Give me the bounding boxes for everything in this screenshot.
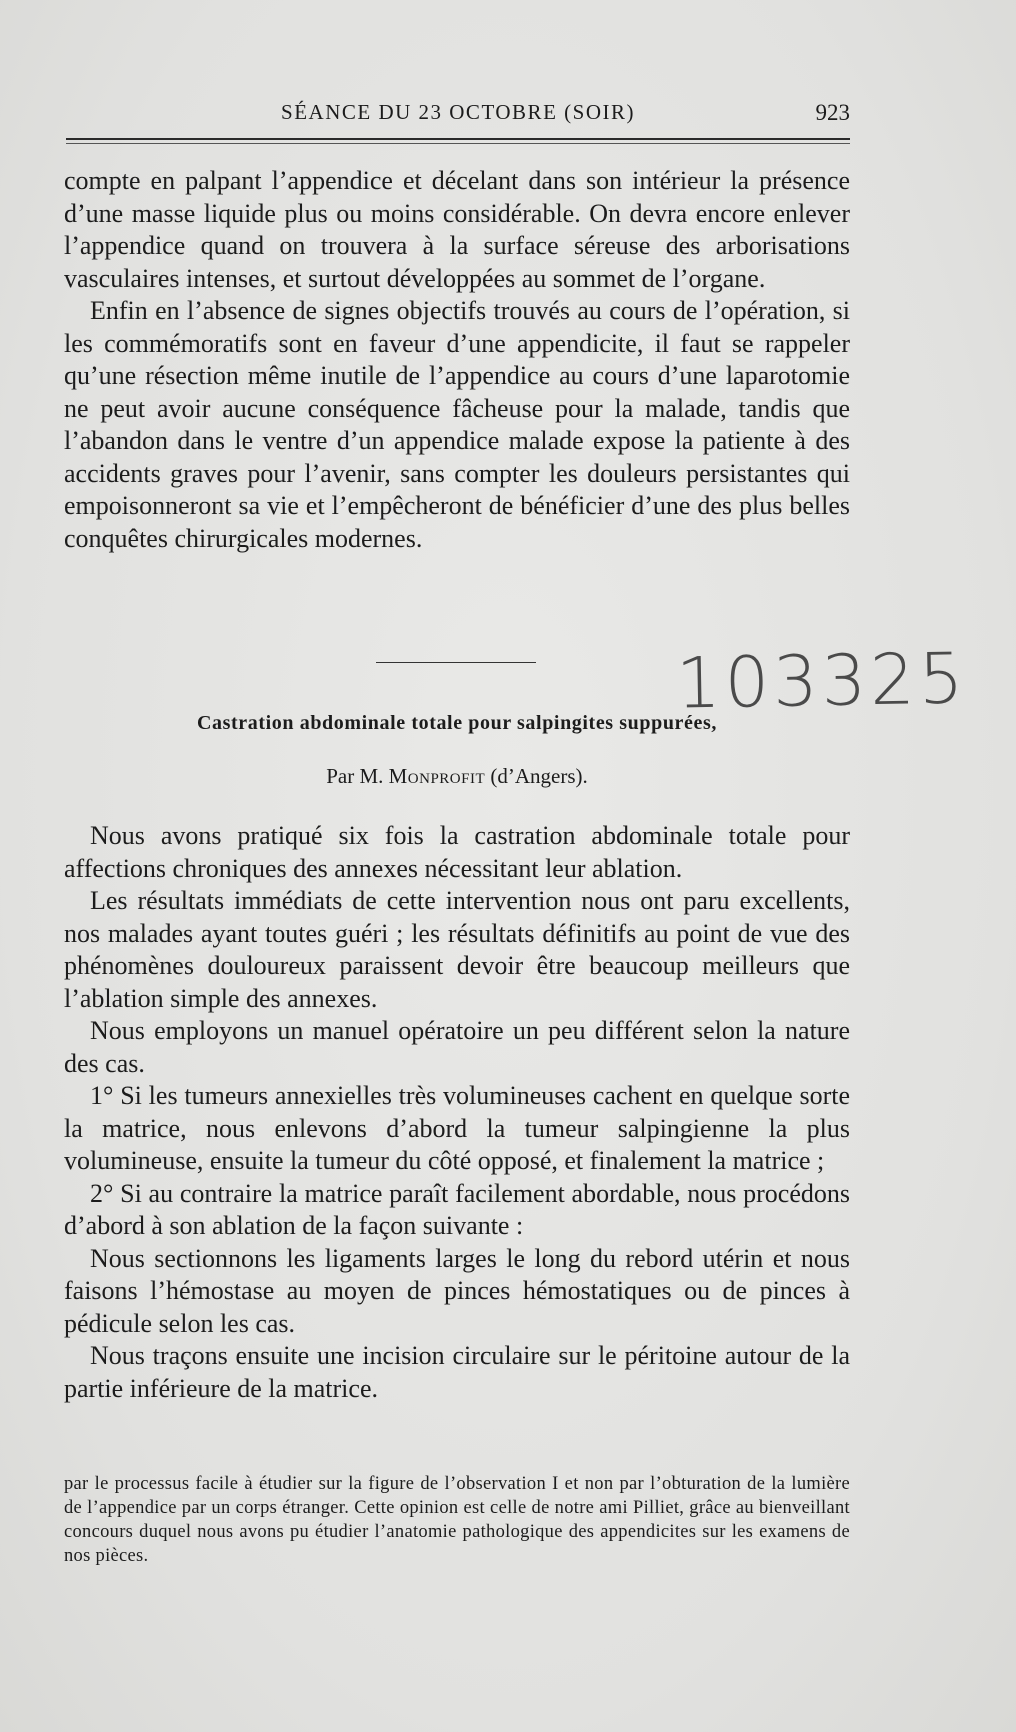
paragraph: 1° Si les tumeurs annexielles très volumineuses cachent en quelque sorte la matrice, nous enlevons d’abord la tumeur salpingienne la plus volumineuse, ensuite la tumeur du côté opposé, et finalement la matrice ; (64, 1081, 850, 1175)
paragraph: Nous traçons ensuite une incision circulaire sur le péritoine autour de la partie inférieure de la matrice. (64, 1341, 850, 1403)
running-header (66, 100, 850, 130)
footnote-text: par le processus facile à étudier sur la figure de l’observation I et non par l’obturation de la lumière de l’appendice par un corps étranger. Cette opinion est celle de notre ami Pilliet, grâce au bienveillant concours duquel nous avons pu étudier l’anatomie pathologique des appendicites sur les examens de nos pièces. (64, 1474, 850, 1566)
body-text-section (64, 820, 850, 1405)
paragraph: Nous employons un manuel opératoire un peu différent selon la nature des cas. (64, 1016, 850, 1078)
handwritten-number: 103325 (675, 637, 968, 725)
paragraph: compte en palpant l’appendice et décelant dans son intérieur la présence d’une masse liquide plus ou moins considérable. On devra encore enlever l’appendice quand on trouvera à la surface séreuse des arborisations vasculaires intenses, et surtout développées au sommet de l’organe. (64, 166, 850, 293)
page-number: 923 (815, 100, 850, 125)
paragraph: Nous sectionnons les ligaments larges le long du rebord utérin et nous faisons l’hémostase au moyen de pinces hémostatiques ou de pinces à pédicule selon les cas. (64, 1243, 850, 1338)
paragraph: Nous avons pratiqué six fois la castration abdominale totale pour affections chroniques des annexes nécessitant leur ablation. (64, 821, 850, 883)
header-rule (66, 138, 850, 140)
footnote (64, 1472, 850, 1568)
section-separator (376, 662, 536, 663)
author-prefix: Par M. (326, 764, 384, 788)
paragraph: Les résultats immédiats de cette intervention nous ont paru excellents, nos malades ayant toutes guéri ; les résultats définitifs au point de vue des phénomènes douloureux paraissent devoir être beaucoup meilleurs que l’ablation simple des annexes. (64, 886, 850, 1013)
paragraph: 2° Si au contraire la matrice paraît facilement abordable, nous procédons d’abord à son ablation de la façon suivante : (64, 1178, 850, 1240)
paragraph: Enfin en l’absence de signes objectifs trouvés au cours de l’opération, si les commémoratifs sont en faveur d’une appendicite, il faut se rappeler qu’une résection même inutile de l’appendice au cours d’une laparotomie ne peut avoir aucune conséquence fâcheuse pour la malade, tandis que l’abandon dans le ventre d’un appendice malade expose la patiente à des accidents graves pour l’avenir, sans compter les douleurs persistantes qui empoisonneront sa vie et l’empêcheront de bénéficier d’une des plus belles conquêtes chirurgicales modernes. (64, 296, 850, 553)
body-text-continued (64, 165, 850, 555)
author-name: Monprofit (388, 764, 486, 788)
running-title: SÉANCE DU 23 OCTOBRE (SOIR) (281, 100, 635, 124)
author-line (64, 764, 850, 789)
header-rule-thin (66, 143, 850, 144)
author-place: (d’Angers). (490, 764, 588, 788)
section-title: Castration abdominale totale pour salpingites suppurées, (197, 712, 717, 734)
